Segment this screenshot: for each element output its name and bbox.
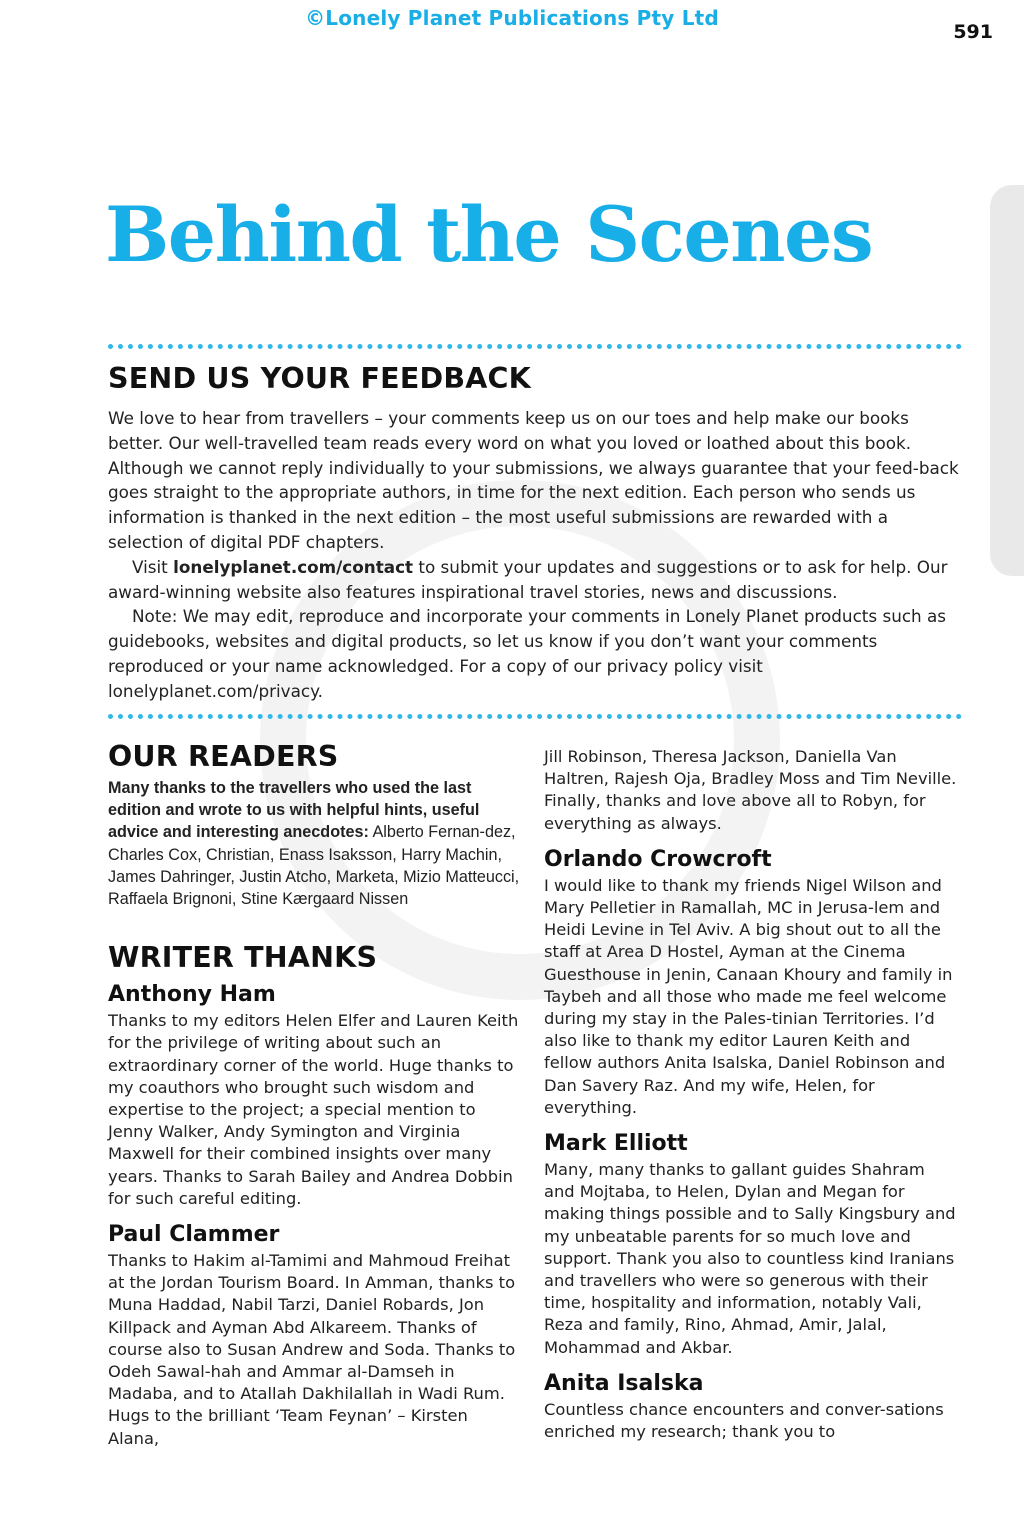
readers-heading: OUR READERS <box>108 740 339 773</box>
readers-names: Alberto Fernan-dez, Charles Cox, Christian, Enass Isaksson, Harry Machin, James Dahringer, Justin Atcho, Marketa, Mizio Matteucci, Raffaela Brignoni, Stine Kærgaard Nissen <box>108 823 520 909</box>
author-text-orlando-crowcroft: I would like to thank my friends Nigel Wilson and Mary Pelletier in Ramallah, MC in Jerusa-lem and Heidi Levine in Tel Aviv. A big shout out to all the staff at Area D Hostel, Ayman at the Cinema Guesthouse in Jenin, Canaan Khoury and family in Taybeh and all those who made me feel welcome during my stay in the Pales-tinian Territories. I’d also like to thank my editor Lauren Keith and fellow authors Anita Isalska, Daniel Robinson and Dan Savery Raz. And my wife, Helen, for everything. <box>544 875 953 1117</box>
visit-prefix: Visit <box>132 556 174 577</box>
author-name-paul-clammer: Paul Clammer <box>108 1222 280 1248</box>
side-thumb-tab <box>990 185 1024 576</box>
author-name-orlando-crowcroft: Orlando Crowcroft <box>544 846 772 872</box>
copyright-notice: ©Lonely Planet Publications Pty Ltd <box>305 6 719 30</box>
feedback-paragraph-3: Note: We may edit, reproduce and incorporate your comments in Lonely Planet products such as guidebooks, websites and digital products, so let us know if you don’t want your comments reproduced or your name acknowledged. For a copy of our privacy policy visit lonelyplanet.com/privacy. <box>108 606 947 701</box>
right-column <box>544 746 959 1443</box>
author-text-paul-clammer-continued: Jill Robinson, Theresa Jackson, Daniella Van Haltren, Rajesh Oja, Bradley Moss and Tim Neville. Finally, thanks and love above all to Robyn, for everything as always. <box>544 747 957 833</box>
writer-thanks-heading: WRITER THANKS <box>108 941 378 975</box>
author-text-paul-clammer: Thanks to Hakim al-Tamimi and Mahmoud Freihat at the Jordan Tourism Board. In Amman, thanks to Muna Haddad, Nabil Tarzi, Daniel Robards, Jon Killpack and Ayman Abd Alkareem. Thanks of course also to Susan Andrew and Soda. Thanks to Odeh Sawal-hah and Ammar al-Damseh in Madaba, and to Atallah Dakhilallah in Wadi Rum. Hugs to the brilliant ‘Team Feynan’ – Kirsten Alana, <box>108 1251 516 1448</box>
author-text-anita-isalska: Countless chance encounters and conver-sations enriched my research; thank you to <box>544 1399 944 1442</box>
author-text-mark-elliott: Many, many thanks to gallant guides Shahram and Mojtaba, to Helen, Dylan and Megan for making things possible and to Sally Kingsbury and my unbeatable parents for so much love and support. Thank you also to countless kind Iranians and travellers who were so generous with their time, hospitality and information, notably Vali, Reza and family, Rino, Ahmad, Amir, Jalal, Mohammad and Akbar. <box>544 1160 956 1357</box>
page-title: Behind the Scenes <box>105 190 873 279</box>
author-name-mark-elliott: Mark Elliott <box>544 1131 688 1157</box>
feedback-paragraph-2 <box>108 555 964 605</box>
author-name-anita-isalska: Anita Isalska <box>544 1370 704 1396</box>
feedback-heading: SEND US YOUR FEEDBACK <box>108 362 531 395</box>
visit-suffix: to submit your updates and suggestions or to ask for help. Our award-winning website also features inspirational travel stories, news and discussions. <box>108 556 948 602</box>
feedback-paragraph-1: We love to hear from travellers – your comments keep us on our toes and help make our books better. Our well-travelled team reads every word on what you loved or loathed about this book. Although we cannot reply individually to your submissions, we always guarantee that your feed-back goes straight to the appropriate authors, in time for the next edition. Each person who sends us information is thanked in the next edition – the most useful submissions are rewarded with a selection of digital PDF chapters. <box>108 408 959 552</box>
divider-top <box>108 344 962 349</box>
left-column <box>108 740 523 1450</box>
author-text-anthony-ham: Thanks to my editors Helen Elfer and Lauren Keith for the privilege of writing about such an extraordinary corner of the world. Huge thanks to my coauthors who brought such wisdom and expertise to the project; a special mention to Jenny Walker, Andy Symington and Virginia Maxwell for their combined insights over many years. Thanks to Sarah Bailey and Andrea Dobbin for such careful editing. <box>108 1011 519 1208</box>
contact-link[interactable]: lonelyplanet.com/contact <box>173 556 414 577</box>
divider-bottom <box>108 714 962 719</box>
feedback-body <box>108 406 964 704</box>
readers-intro <box>108 777 523 910</box>
author-name-anthony-ham: Anthony Ham <box>108 982 276 1008</box>
page-number: 591 <box>953 21 993 43</box>
readers-intro-bold: Many thanks to the travellers who used the last edition and wrote to us with helpful hints, useful advice and interesting anecdotes: <box>108 779 480 842</box>
